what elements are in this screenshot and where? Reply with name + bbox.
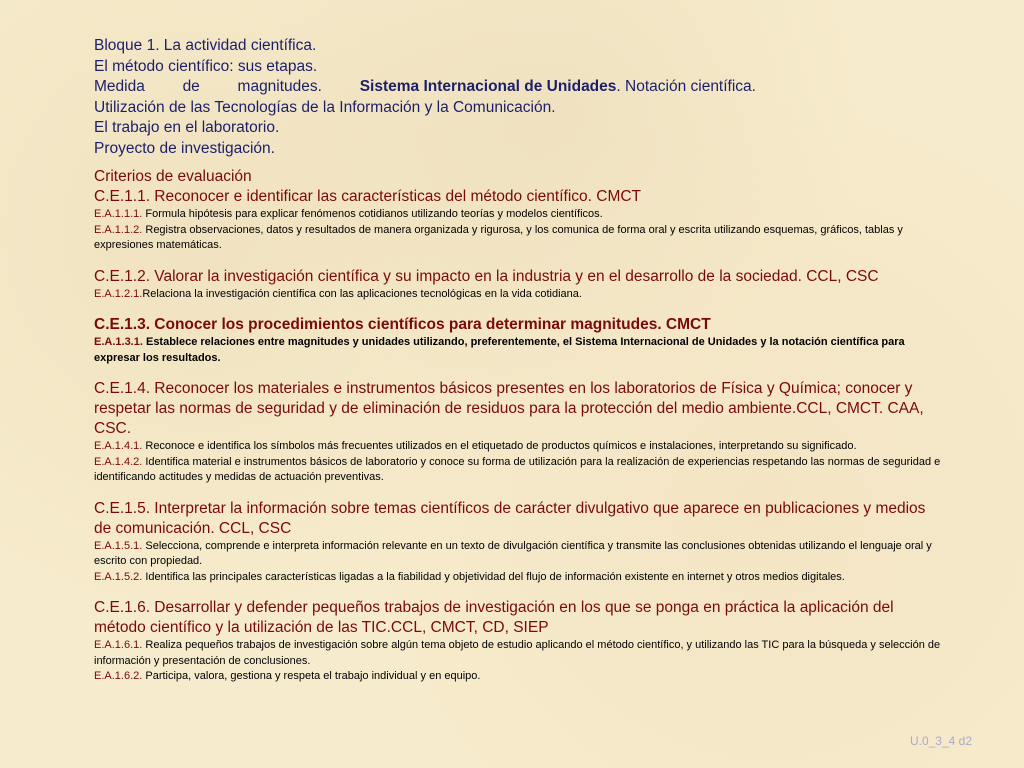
standard-code: E.A.1.3.1. (94, 336, 143, 348)
header-line-3-word-3: magnitudes. (237, 78, 322, 95)
slide-footer-code: U.0_3_4 d2 (909, 734, 972, 748)
standard-text: Identifica material e instrumentos básicos de laboratorio y conoce su forma de utilización para la realización de experiencias respetando las normas de seguridad e identificando actitudes y medidas de actuación preventivas. (94, 455, 941, 483)
standard-3-1 (94, 335, 944, 366)
header-line-2: El método científico: sus etapas. (94, 57, 318, 75)
standard-code: E.A.1.2.1. (94, 287, 143, 300)
header-line-3-si (360, 77, 756, 98)
criteria-section (94, 167, 944, 685)
standard-1-1 (94, 207, 944, 223)
standard-text: Formula hipótesis para explicar fenómenos cotidianos utilizando teorías y modelos científicos. (142, 208, 603, 220)
standard-text: Selecciona, comprende e interpreta información relevante en un texto de divulgación científica y transmite las conclusiones obtenidas utilizando el lenguaje oral y escrito con propiedad. (94, 539, 932, 567)
criterion-4-title: C.E.1.4. Reconocer los materiales e instrumentos básicos presentes en los laboratorios de Física y Química; conocer y respetar las normas de seguridad y de eliminación de residuos para la protección del medio ambiente.CCL, CMCT. CAA, CSC. (94, 380, 924, 437)
block-header (94, 36, 954, 159)
standard-4-2 (94, 455, 944, 486)
standard-6-1 (94, 638, 944, 669)
header-line-1: Bloque 1. La actividad científica. (94, 37, 317, 54)
criterion-5-title: C.E.1.5. Interpretar la información sobre temas científicos de carácter divulgativo que aparece en publicaciones y medios de comunicación. CCL, CSC (94, 499, 926, 537)
standard-code: E.A.1.6.1. (94, 639, 143, 651)
header-line-4: Utilización de las Tecnologías de la Información y la Comunicación. (94, 98, 556, 116)
standard-6-2 (94, 669, 944, 685)
header-line-5: El trabajo en el laboratorio. (94, 119, 280, 136)
standard-code: E.A.1.4.2. (94, 455, 143, 468)
header-line-3-word-2: de (182, 78, 200, 95)
standard-2-1 (94, 287, 944, 303)
standard-1-2 (94, 223, 944, 254)
standard-text: Realiza pequeños trabajos de investigación sobre algún tema objeto de estudio aplicando el método científico, y utilizando las TIC para la búsqueda y selección de información y presentación de conclusiones. (94, 639, 941, 667)
standard-text: Identifica las principales características ligadas a la fiabilidad y objetividad del flujo de información existente en internet y otros medios digitales. (142, 570, 845, 583)
standard-5-2 (94, 570, 944, 586)
standard-code: E.A.1.5.1. (94, 539, 143, 552)
header-line-3-word-1: Medida (94, 78, 145, 95)
header-line-3 (94, 77, 756, 98)
standard-text: Relaciona la investigación científica con las aplicaciones tecnológicas en la vida cotidiana. (142, 287, 582, 300)
standard-code: E.A.1.1.1. (94, 208, 143, 220)
standard-5-1 (94, 539, 944, 570)
standard-code: E.A.1.4.1. (94, 440, 143, 452)
header-line-3-tail: . Notación científica. (616, 78, 756, 95)
standard-4-1 (94, 439, 944, 455)
standard-text: Reconoce e identifica los símbolos más frecuentes utilizados en el etiquetado de productos químicos e instalaciones, interpretando su significado. (142, 440, 857, 452)
criteria-title: Criterios de evaluación (94, 168, 252, 185)
criterion-2-title: C.E.1.2. Valorar la investigación científica y su impacto en la industria y en el desarrollo de la sociedad. CCL, CSC (94, 267, 879, 285)
criterion-3-title: C.E.1.3. Conocer los procedimientos científicos para determinar magnitudes. CMCT (94, 316, 711, 333)
standard-code: E.A.1.5.2. (94, 570, 143, 583)
standard-text: Establece relaciones entre magnitudes y unidades utilizando, preferentemente, el Sistema Internacional de Unidades y la notación científica para expresar los resultados. (94, 336, 905, 364)
criterion-1-title: C.E.1.1. Reconocer e identificar las características del método científico. CMCT (94, 188, 642, 205)
standard-code: E.A.1.1.2. (94, 223, 143, 236)
standard-code: E.A.1.6.2. (94, 670, 143, 682)
standard-text: Registra observaciones, datos y resultados de manera organizada y rigurosa, y los comunica de forma oral y escrita utilizando esquemas, gráficos, tablas y expresiones matemáticas. (94, 223, 903, 251)
standard-text: Participa, valora, gestiona y respeta el trabajo individual y en equipo. (142, 670, 481, 682)
criterion-6-title: C.E.1.6. Desarrollar y defender pequeños trabajos de investigación en los que se ponga en práctica la aplicación del método científico y la utilización de las TIC.CCL, CMCT, CD, SIEP (94, 599, 894, 636)
header-line-3-si-bold: Sistema Internacional de Unidades (359, 78, 617, 95)
header-line-6: Proyecto de investigación. (94, 139, 275, 157)
